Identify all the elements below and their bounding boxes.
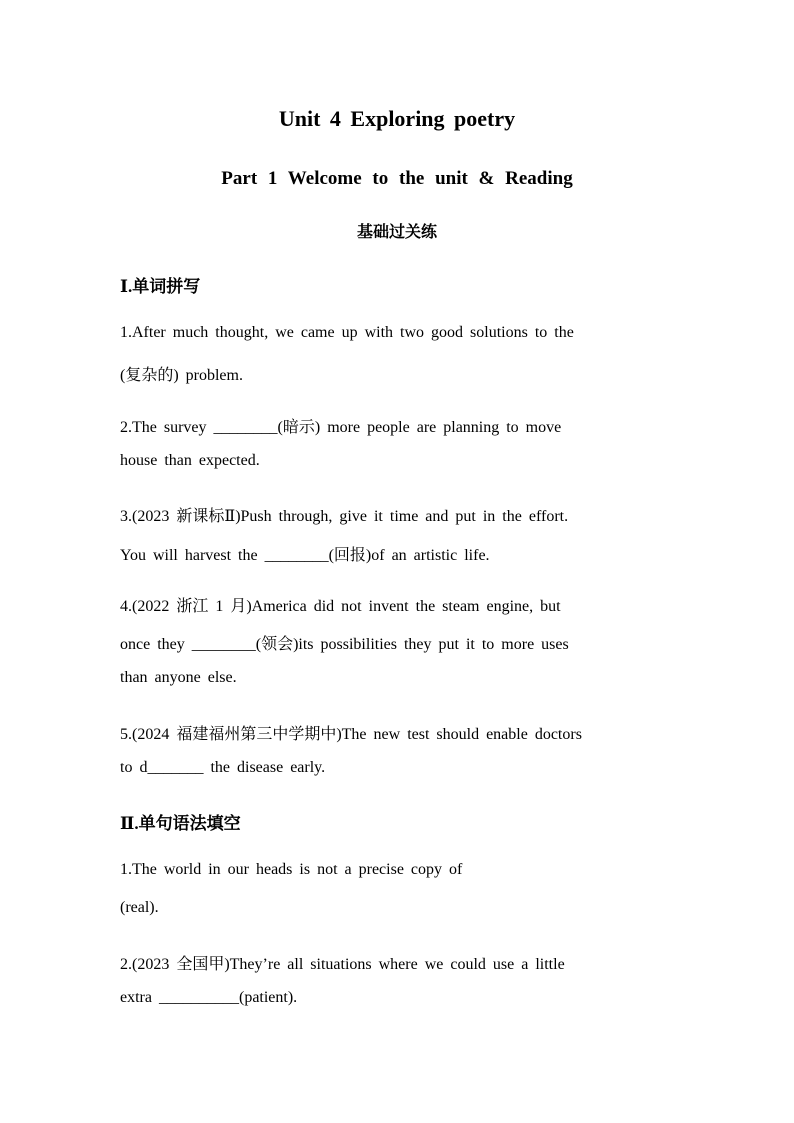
s1-q2-line1 <box>120 414 561 437</box>
s2-q2-suffix: (patient). <box>238 989 298 1006</box>
s1-q5-line1: 5.(2024 福建福州第三中学期中)The new test should enable doctors <box>120 726 582 743</box>
s1-q2-blank[interactable]: ________ <box>213 419 278 436</box>
s2-q2-line2 <box>120 989 297 1007</box>
s1-q4-suffix: (领会)its possibilities they put it to more uses <box>255 636 569 653</box>
s1-q3-blank[interactable]: ________ <box>264 547 329 564</box>
s2-q1-line2: (real). <box>120 899 159 916</box>
s1-q5-blank[interactable]: d_______ <box>139 759 204 776</box>
s1-q3-line1: 3.(2023 新课标Ⅱ)Push through, give it time and put in the effort. <box>120 508 569 525</box>
s1-q1-line2: (复杂的) problem. <box>120 367 243 384</box>
s1-q4-line2 <box>120 631 569 654</box>
s2-q2-prefix: extra <box>120 989 159 1006</box>
section-heading-grammar: Ⅱ.单句语法填空 <box>120 814 241 833</box>
s1-q5-line2 <box>120 759 325 777</box>
s2-q2-line1: 2.(2023 全国甲)They’re all situations where we could use a little <box>120 956 565 973</box>
s1-q1-line1: 1.After much thought, we came up with two good solutions to the <box>120 324 574 341</box>
exercise-subtitle: 基础过关练 <box>356 224 437 241</box>
s2-q2-blank[interactable]: __________ <box>158 989 239 1006</box>
s1-q3-prefix: You will harvest the <box>120 547 265 564</box>
part-title: Part 1 Welcome to the unit & Reading <box>221 168 573 189</box>
s1-q3-suffix: (回报)of an artistic life. <box>328 547 490 564</box>
s1-q2-line2: house than expected. <box>120 452 260 469</box>
s2-q1-line1: 1.The world in our heads is not a precise copy of <box>120 861 463 878</box>
s1-q4-line3: than anyone else. <box>120 669 237 686</box>
s1-q4-line1: 4.(2022 浙江 1 月)America did not invent the steam engine, but <box>120 598 561 615</box>
s1-q3-line2 <box>120 542 490 565</box>
s1-q4-prefix: once they <box>120 636 192 653</box>
s1-q2-suffix: (暗示) more people are planning to move <box>277 419 562 436</box>
s1-q4-blank[interactable]: ________ <box>191 636 256 653</box>
s1-q5-prefix: to <box>120 759 140 776</box>
unit-title: Unit 4 Exploring poetry <box>278 106 516 131</box>
s1-q2-prefix: 2.The survey <box>120 419 214 436</box>
s1-q5-suffix: the disease early. <box>203 759 326 776</box>
section-heading-spelling: Ⅰ.单词拼写 <box>120 277 201 296</box>
